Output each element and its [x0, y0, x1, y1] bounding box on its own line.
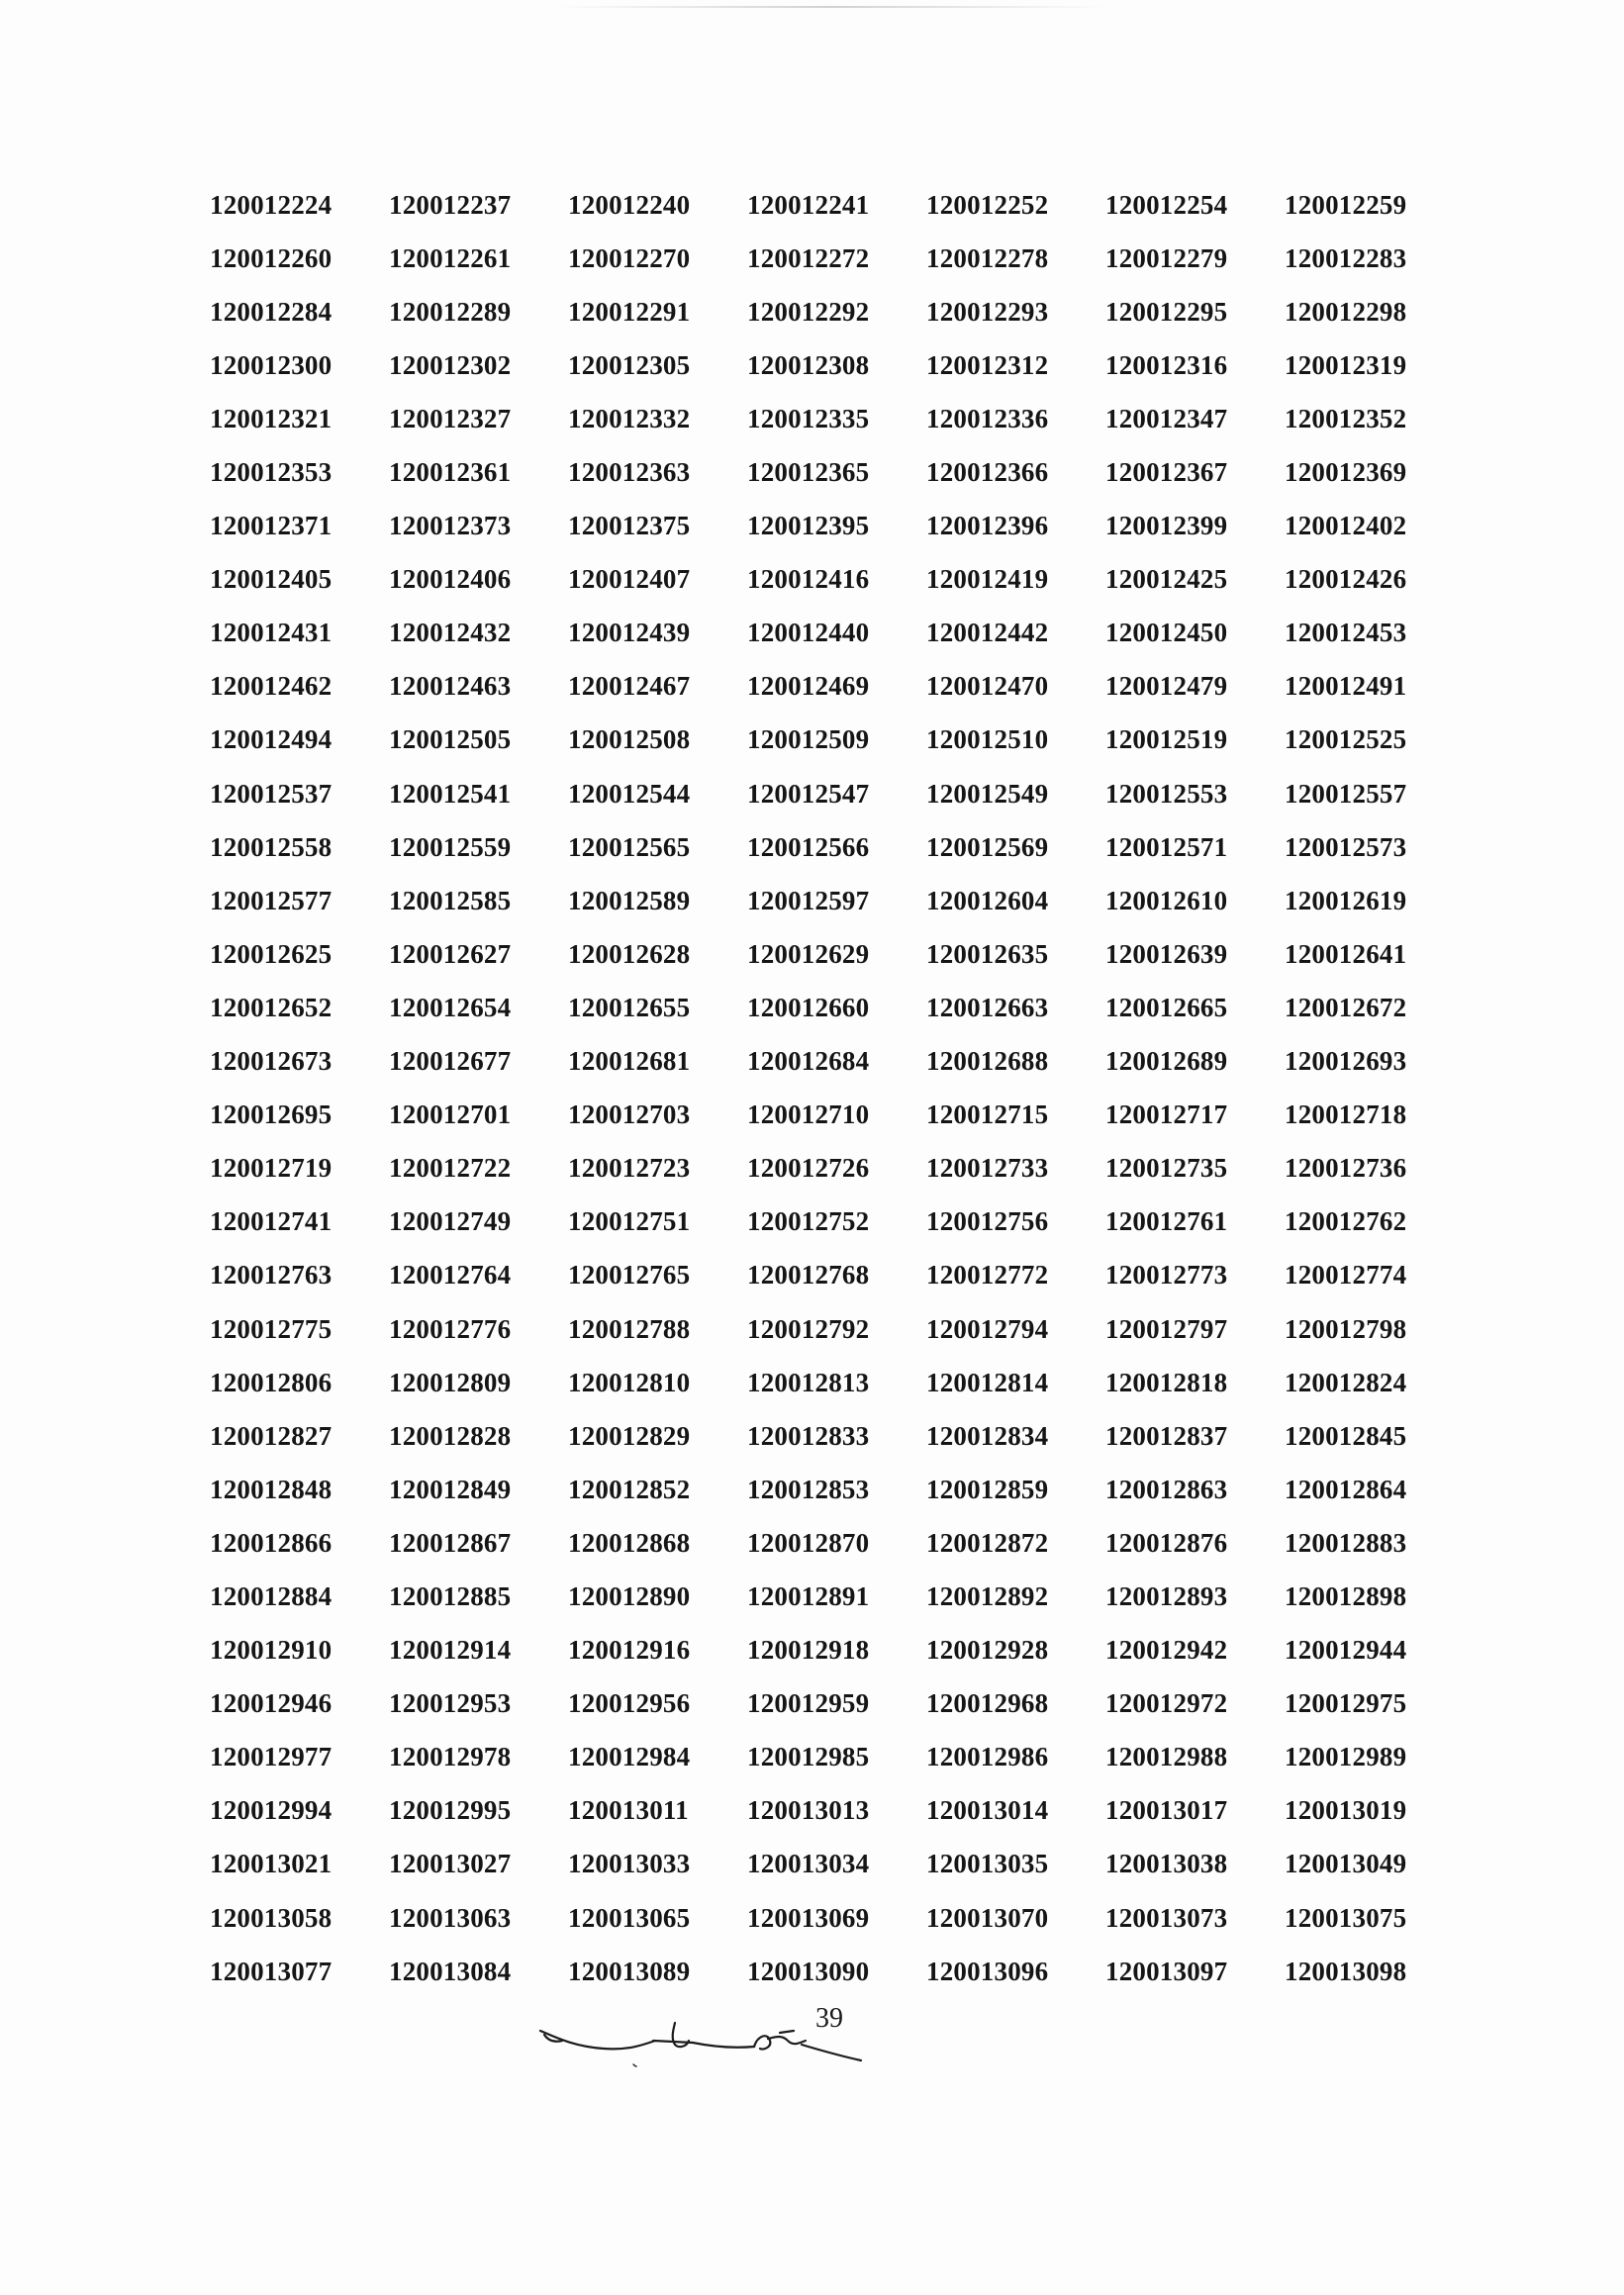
table-cell: 120012432: [389, 618, 512, 648]
table-cell: 120012672: [1285, 992, 1407, 1022]
table-cell: 120012284: [210, 296, 333, 327]
table-cell: 120012291: [568, 296, 691, 327]
table-cell: 120013065: [568, 1902, 691, 1933]
table-cell: 120012870: [747, 1527, 870, 1558]
table-cell: 120012237: [389, 189, 512, 220]
table-cell: 120013058: [210, 1902, 333, 1933]
table-cell: 120012876: [1105, 1527, 1228, 1558]
table-cell: 120013084: [389, 1956, 512, 1986]
table-cell: 120012797: [1105, 1313, 1228, 1344]
table-cell: 120012763: [210, 1260, 333, 1291]
table-cell: 120012261: [389, 242, 512, 273]
table-cell: 120013011: [568, 1795, 689, 1826]
table-cell: 120013075: [1285, 1902, 1407, 1933]
table-cell: 120012814: [926, 1367, 1049, 1397]
table-cell: 120012639: [1105, 938, 1228, 969]
table-cell: 120012298: [1285, 296, 1407, 327]
table-cell: 120012305: [568, 349, 691, 380]
table-cell: 120012972: [1105, 1688, 1228, 1719]
table-cell: 120012442: [926, 618, 1049, 648]
table-cell: 120012762: [1285, 1206, 1407, 1237]
table-cell: 120012774: [1285, 1260, 1407, 1291]
table-cell: 120012794: [926, 1313, 1049, 1344]
table-cell: 120012890: [568, 1580, 691, 1611]
table-cell: 120012470: [926, 671, 1049, 702]
table-cell: 120012431: [210, 618, 333, 648]
table-cell: 120012369: [1285, 457, 1407, 488]
table-cell: 120012684: [747, 1046, 870, 1077]
table-cell: 120012918: [747, 1635, 870, 1666]
table-cell: 120012402: [1285, 511, 1407, 541]
table-cell: 120012419: [926, 564, 1049, 595]
table-cell: 120012735: [1105, 1153, 1228, 1184]
table-cell: 120012295: [1105, 296, 1228, 327]
table-cell: 120012893: [1105, 1580, 1228, 1611]
table-cell: 120013038: [1105, 1849, 1228, 1879]
table-cell: 120012717: [1105, 1100, 1228, 1130]
table-cell: 120012407: [568, 564, 691, 595]
table-cell: 120012335: [747, 403, 870, 433]
table-cell: 120012978: [389, 1742, 512, 1772]
table-cell: 120012751: [568, 1206, 691, 1237]
page-number: 39: [815, 2003, 843, 2034]
table-cell: 120013035: [926, 1849, 1049, 1879]
table-cell: 120012845: [1285, 1420, 1407, 1451]
table-cell: 120012259: [1285, 189, 1407, 220]
table-cell: 120012557: [1285, 778, 1407, 809]
table-cell: 120012995: [389, 1795, 512, 1826]
table-cell: 120013069: [747, 1902, 870, 1933]
table-cell: 120012494: [210, 724, 333, 755]
table-cell: 120012566: [747, 831, 870, 862]
table-cell: 120012254: [1105, 189, 1228, 220]
table-cell: 120012756: [926, 1206, 1049, 1237]
table-cell: 120013098: [1285, 1956, 1407, 1986]
table-cell: 120013089: [568, 1956, 691, 1986]
table-cell: 120012681: [568, 1046, 691, 1077]
table-cell: 120012872: [926, 1527, 1049, 1558]
table-cell: 120012604: [926, 885, 1049, 915]
table-cell: 120012352: [1285, 403, 1407, 433]
table-cell: 120012577: [210, 885, 333, 915]
table-cell: 120012910: [210, 1635, 333, 1666]
table-cell: 120012544: [568, 778, 691, 809]
table-cell: 120012665: [1105, 992, 1228, 1022]
table-cell: 120012693: [1285, 1046, 1407, 1077]
table-cell: 120012396: [926, 511, 1049, 541]
table-cell: 120012884: [210, 1580, 333, 1611]
table-cell: 120012293: [926, 296, 1049, 327]
table-cell: 120013017: [1105, 1795, 1228, 1826]
table-cell: 120012569: [926, 831, 1049, 862]
table-cell: 120012453: [1285, 618, 1407, 648]
table-cell: 120012573: [1285, 831, 1407, 862]
table-cell: 120012892: [926, 1580, 1049, 1611]
table-cell: 120013049: [1285, 1849, 1407, 1879]
table-cell: 120012373: [389, 511, 512, 541]
table-cell: 120012525: [1285, 724, 1407, 755]
table-cell: 120012467: [568, 671, 691, 702]
table-cell: 120013077: [210, 1956, 333, 1986]
table-cell: 120012363: [568, 457, 691, 488]
table-cell: 120012813: [747, 1367, 870, 1397]
table-cell: 120012321: [210, 403, 333, 433]
table-cell: 120013073: [1105, 1902, 1228, 1933]
table-cell: 120012308: [747, 349, 870, 380]
table-cell: 120012241: [747, 189, 870, 220]
table-cell: 120012848: [210, 1474, 333, 1504]
table-cell: 120012353: [210, 457, 333, 488]
table-cell: 120012866: [210, 1527, 333, 1558]
table-cell: 120012788: [568, 1313, 691, 1344]
table-cell: 120012956: [568, 1688, 691, 1719]
table-cell: 120012260: [210, 242, 333, 273]
table-cell: 120012891: [747, 1580, 870, 1611]
table-cell: 120012853: [747, 1474, 870, 1504]
table-cell: 120013014: [926, 1795, 1049, 1826]
table-cell: 120012252: [926, 189, 1049, 220]
table-cell: 120012914: [389, 1635, 512, 1666]
table-cell: 120012519: [1105, 724, 1228, 755]
table-cell: 120012776: [389, 1313, 512, 1344]
table-cell: 120012695: [210, 1100, 333, 1130]
table-cell: 120012703: [568, 1100, 691, 1130]
table-cell: 120012272: [747, 242, 870, 273]
table-cell: 120012336: [926, 403, 1049, 433]
table-cell: 120012292: [747, 296, 870, 327]
scan-edge-line: [554, 6, 1108, 8]
table-cell: 120012559: [389, 831, 512, 862]
table-cell: 120012985: [747, 1742, 870, 1772]
table-cell: 120012641: [1285, 938, 1407, 969]
table-cell: 120012986: [926, 1742, 1049, 1772]
table-cell: 120012868: [568, 1527, 691, 1558]
table-cell: 120012916: [568, 1635, 691, 1666]
table-cell: 120012405: [210, 564, 333, 595]
table-cell: 120012863: [1105, 1474, 1228, 1504]
table-cell: 120012994: [210, 1795, 333, 1826]
table-cell: 120012585: [389, 885, 512, 915]
table-cell: 120012834: [926, 1420, 1049, 1451]
table-cell: 120012332: [568, 403, 691, 433]
table-cell: 120012898: [1285, 1580, 1407, 1611]
table-cell: 120012849: [389, 1474, 512, 1504]
table-cell: 120012829: [568, 1420, 691, 1451]
table-cell: 120012959: [747, 1688, 870, 1719]
table-cell: 120013021: [210, 1849, 333, 1879]
table-cell: 120012509: [747, 724, 870, 755]
table-cell: 120012367: [1105, 457, 1228, 488]
table-cell: 120012547: [747, 778, 870, 809]
table-cell: 120012439: [568, 618, 691, 648]
table-cell: 120013096: [926, 1956, 1049, 1986]
table-cell: 120012450: [1105, 618, 1228, 648]
table-cell: 120012944: [1285, 1635, 1407, 1666]
table-cell: 120012749: [389, 1206, 512, 1237]
table-cell: 120012635: [926, 938, 1049, 969]
table-cell: 120012810: [568, 1367, 691, 1397]
table-cell: 120012366: [926, 457, 1049, 488]
table-cell: 120012867: [389, 1527, 512, 1558]
table-cell: 120012627: [389, 938, 512, 969]
table-cell: 120012610: [1105, 885, 1228, 915]
table-cell: 120012792: [747, 1313, 870, 1344]
table-cell: 120012824: [1285, 1367, 1407, 1397]
table-cell: 120012715: [926, 1100, 1049, 1130]
table-cell: 120012302: [389, 349, 512, 380]
table-cell: 120012719: [210, 1153, 333, 1184]
table-cell: 120012837: [1105, 1420, 1228, 1451]
table-cell: 120012761: [1105, 1206, 1228, 1237]
table-cell: 120012953: [389, 1688, 512, 1719]
table-cell: 120012765: [568, 1260, 691, 1291]
table-cell: 120012278: [926, 242, 1049, 273]
table-cell: 120013034: [747, 1849, 870, 1879]
table-cell: 120013090: [747, 1956, 870, 1986]
table-cell: 120012224: [210, 189, 333, 220]
table-cell: 120012775: [210, 1313, 333, 1344]
table-cell: 120012885: [389, 1580, 512, 1611]
table-cell: 120012852: [568, 1474, 691, 1504]
table-cell: 120012806: [210, 1367, 333, 1397]
table-cell: 120013013: [747, 1795, 870, 1826]
table-cell: 120012312: [926, 349, 1049, 380]
table-cell: 120013033: [568, 1849, 691, 1879]
table-cell: 120012395: [747, 511, 870, 541]
table-cell: 120012619: [1285, 885, 1407, 915]
table-cell: 120012347: [1105, 403, 1228, 433]
table-cell: 120012660: [747, 992, 870, 1022]
table-cell: 120012859: [926, 1474, 1049, 1504]
table-cell: 120012406: [389, 564, 512, 595]
table-cell: 120012726: [747, 1153, 870, 1184]
table-cell: 120012469: [747, 671, 870, 702]
table-cell: 120012565: [568, 831, 691, 862]
table-cell: 120012425: [1105, 564, 1228, 595]
table-cell: 120012663: [926, 992, 1049, 1022]
table-cell: 120012426: [1285, 564, 1407, 595]
table-cell: 120012752: [747, 1206, 870, 1237]
table-cell: 120012270: [568, 242, 691, 273]
table-cell: 120012283: [1285, 242, 1407, 273]
table-cell: 120012558: [210, 831, 333, 862]
table-cell: 120012463: [389, 671, 512, 702]
table-cell: 120012673: [210, 1046, 333, 1077]
table-cell: 120012416: [747, 564, 870, 595]
table-cell: 120012988: [1105, 1742, 1228, 1772]
table-cell: 120012508: [568, 724, 691, 755]
table-cell: 120012289: [389, 296, 512, 327]
table-cell: 120012553: [1105, 778, 1228, 809]
table-cell: 120012827: [210, 1420, 333, 1451]
table-cell: 120012942: [1105, 1635, 1228, 1666]
table-cell: 120012371: [210, 511, 333, 541]
table-cell: 120012798: [1285, 1313, 1407, 1344]
table-cell: 120012589: [568, 885, 691, 915]
table-cell: 120012597: [747, 885, 870, 915]
table-cell: 120012375: [568, 511, 691, 541]
table-cell: 120012828: [389, 1420, 512, 1451]
table-cell: 120012629: [747, 938, 870, 969]
table-cell: 120012710: [747, 1100, 870, 1130]
table-cell: 120012677: [389, 1046, 512, 1077]
table-cell: 120012628: [568, 938, 691, 969]
table-cell: 120013070: [926, 1902, 1049, 1933]
table-cell: 120012689: [1105, 1046, 1228, 1077]
table-cell: 120012316: [1105, 349, 1228, 380]
table-cell: 120012399: [1105, 511, 1228, 541]
table-cell: 120012773: [1105, 1260, 1228, 1291]
table-cell: 120013063: [389, 1902, 512, 1933]
table-cell: 120012772: [926, 1260, 1049, 1291]
table-cell: 120012768: [747, 1260, 870, 1291]
table-cell: 120012549: [926, 778, 1049, 809]
table-cell: 120012462: [210, 671, 333, 702]
table-cell: 120012764: [389, 1260, 512, 1291]
table-cell: 120012736: [1285, 1153, 1407, 1184]
table-cell: 120012975: [1285, 1688, 1407, 1719]
table-cell: 120013097: [1105, 1956, 1228, 1986]
table-cell: 120012984: [568, 1742, 691, 1772]
table-cell: 120012571: [1105, 831, 1228, 862]
table-cell: 120012537: [210, 778, 333, 809]
table-cell: 120012300: [210, 349, 333, 380]
table-cell: 120012654: [389, 992, 512, 1022]
table-cell: 120012989: [1285, 1742, 1407, 1772]
table-cell: 120012327: [389, 403, 512, 433]
table-cell: 120012505: [389, 724, 512, 755]
table-cell: 120012319: [1285, 349, 1407, 380]
table-cell: 120012240: [568, 189, 691, 220]
table-cell: 120012809: [389, 1367, 512, 1397]
table-cell: 120013019: [1285, 1795, 1407, 1826]
table-cell: 120012718: [1285, 1100, 1407, 1130]
table-cell: 120012491: [1285, 671, 1407, 702]
table-cell: 120012541: [389, 778, 512, 809]
table-cell: 120012625: [210, 938, 333, 969]
handwritten-signature: [534, 2017, 871, 2086]
table-cell: 120012733: [926, 1153, 1049, 1184]
table-cell: 120012279: [1105, 242, 1228, 273]
table-cell: 120012722: [389, 1153, 512, 1184]
table-cell: 120012977: [210, 1742, 333, 1772]
table-cell: 120012883: [1285, 1527, 1407, 1558]
table-cell: 120012365: [747, 457, 870, 488]
table-cell: 120013027: [389, 1849, 512, 1879]
table-cell: 120012655: [568, 992, 691, 1022]
table-cell: 120012818: [1105, 1367, 1228, 1397]
table-cell: 120012968: [926, 1688, 1049, 1719]
table-cell: 120012652: [210, 992, 333, 1022]
table-cell: 120012864: [1285, 1474, 1407, 1504]
table-cell: 120012833: [747, 1420, 870, 1451]
table-cell: 120012688: [926, 1046, 1049, 1077]
table-cell: 120012479: [1105, 671, 1228, 702]
table-cell: 120012361: [389, 457, 512, 488]
table-cell: 120012946: [210, 1688, 333, 1719]
table-cell: 120012928: [926, 1635, 1049, 1666]
table-cell: 120012701: [389, 1100, 512, 1130]
table-cell: 120012723: [568, 1153, 691, 1184]
number-table: [210, 178, 1442, 1998]
table-cell: 120012440: [747, 618, 870, 648]
table-cell: 120012510: [926, 724, 1049, 755]
table-cell: 120012741: [210, 1206, 333, 1237]
